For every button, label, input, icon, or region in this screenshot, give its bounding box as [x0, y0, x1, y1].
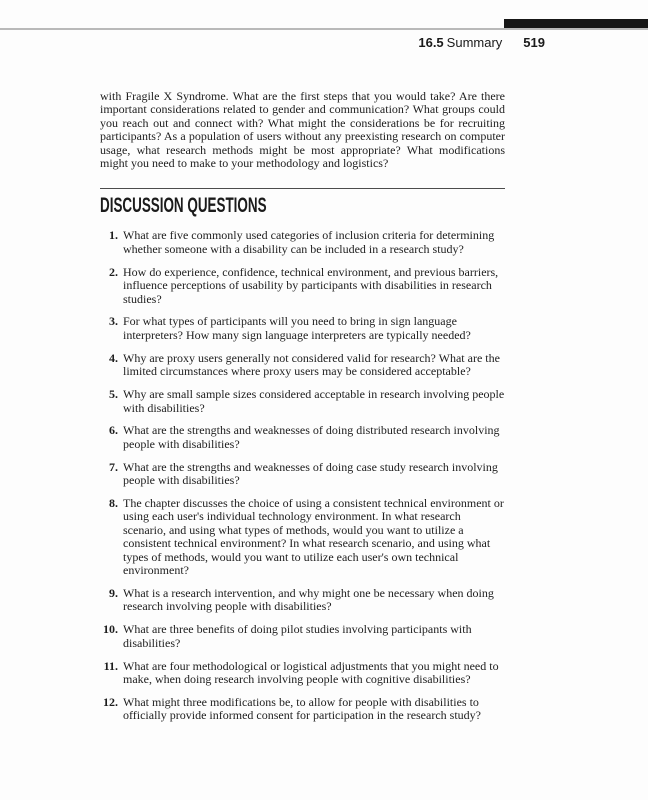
question-text: Why are small sample sizes considered acceptable in research involving people with disabilities?	[123, 387, 505, 415]
question-item	[100, 388, 505, 415]
question-text: What are three benefits of doing pilot studies involving participants with disabilities?	[123, 622, 472, 650]
question-number: 9.	[109, 585, 118, 600]
question-item	[100, 497, 505, 577]
question-text: How do experience, confidence, technical environment, and previous barriers, influence perceptions of usability by participants with disabilities in research studies?	[123, 264, 499, 306]
question-item	[100, 424, 505, 451]
section-number: 16.5	[418, 35, 444, 50]
question-item	[100, 229, 505, 256]
question-text: What might three modifications be, to allow for people with disabilities to officially provide informed consent for participation in the research study?	[123, 694, 481, 723]
question-item	[100, 696, 505, 723]
section-rule	[100, 188, 505, 189]
question-text: What are the strengths and weaknesses of doing case study research involving people with disabilities?	[123, 459, 498, 488]
question-number: 6.	[109, 423, 118, 438]
question-number: 8.	[109, 496, 118, 511]
question-text: What are the strengths and weaknesses of doing distributed research involving people with disabilities?	[123, 423, 500, 451]
intro-paragraph: with Fragile X Syndrome. What are the first steps that you would take? Are there important considerations related to gender and communication? What groups could you reach out and connect with? What might the considerations be for recruiting participants? As a population of users without any preexisting research on computer usage, what research methods might be most appropriate? What modifications might you need to make to your methodology and logistics?	[100, 89, 505, 171]
section-title: Summary	[446, 35, 503, 50]
question-number: 12.	[103, 694, 118, 709]
question-number: 10.	[103, 622, 118, 637]
question-text: What are five commonly used categories of inclusion criteria for determining whether someone with a disability can be included in a research study?	[123, 228, 495, 256]
question-item	[100, 461, 505, 488]
page-content	[100, 0, 505, 732]
question-item	[100, 352, 505, 379]
question-number: 2.	[109, 264, 118, 279]
question-text: Why are proxy users generally not considered valid for research? What are the limited circumstances where proxy users may be considered acceptable?	[123, 350, 500, 379]
question-item	[100, 587, 505, 614]
question-number: 4.	[109, 350, 118, 365]
question-number: 3.	[109, 314, 118, 329]
question-item	[100, 266, 505, 306]
question-text: What are four methodological or logistical adjustments that you might need to make, when doing research involving people with cognitive disabilities?	[123, 658, 499, 686]
question-item	[100, 623, 505, 650]
question-number: 1.	[109, 228, 118, 243]
question-text: The chapter discusses the choice of using a consistent technical environment or using each user's individual technology environment. In what research scenario, and using what types of methods, would you want to utilize a consistent technical environment? In what research scenario, and using what types of methods, would you want to utilize each user's own technical environment?	[123, 496, 504, 578]
page-number: 519	[523, 35, 545, 50]
question-item	[100, 660, 505, 687]
discussion-questions-list	[100, 229, 505, 722]
discussion-questions-heading: DISCUSSION QUESTIONS	[100, 194, 267, 218]
question-number: 7.	[109, 459, 118, 474]
question-number: 5.	[109, 387, 118, 402]
question-item	[100, 315, 505, 342]
question-text: What is a research intervention, and why might one be necessary when doing research involving people with disabilities?	[123, 585, 494, 614]
question-number: 11.	[103, 658, 118, 673]
question-text: For what types of participants will you need to bring in sign language interpreters? How many sign language interpreters are typically needed?	[123, 314, 471, 342]
